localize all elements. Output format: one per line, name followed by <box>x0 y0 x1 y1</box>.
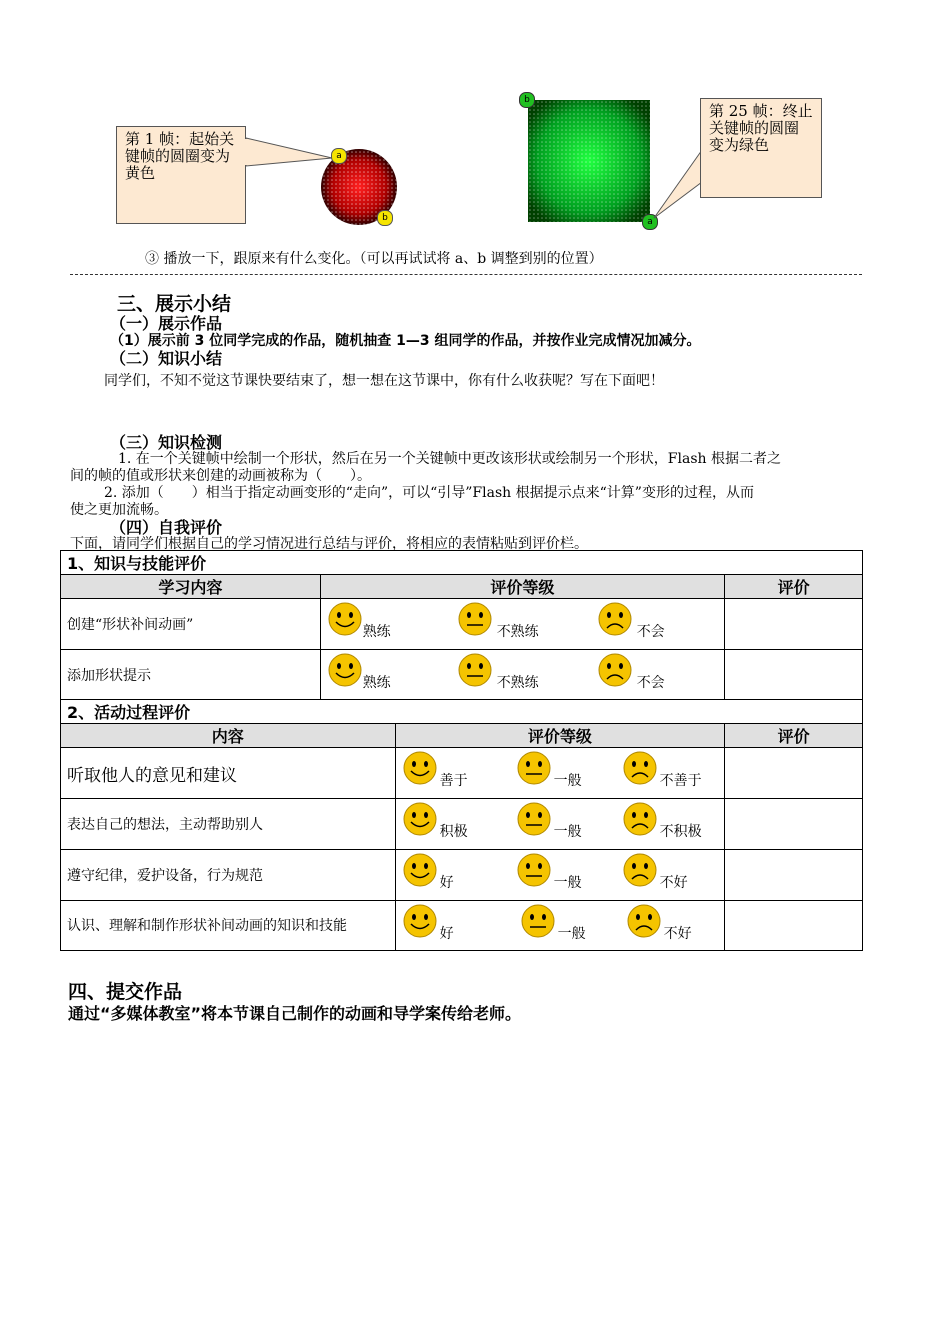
sad-face-icon[interactable] <box>597 652 633 688</box>
table-section2-title: 2、活动过程评价 <box>61 700 863 724</box>
section4-title: 四、提交作品 <box>68 981 183 1003</box>
table-row <box>61 599 863 650</box>
neutral-face-icon[interactable] <box>457 652 493 688</box>
row-item: 创建“形状补间动画” <box>61 599 321 650</box>
option-label: 不熟练 <box>496 675 539 691</box>
table-section1-title: 1、知识与技能评价 <box>61 551 863 575</box>
callout-end-text: 第 25 帧：终止关键帧的圆圈变为绿色 <box>709 102 813 154</box>
option-label: 一般 <box>557 926 586 942</box>
dashed-divider <box>70 274 862 275</box>
neutral-face-icon[interactable] <box>516 750 552 786</box>
section4-text: 通过“多媒体教室”将本节课自己制作的动画和导学案传给老师。 <box>68 1004 522 1023</box>
row-item: 添加形状提示 <box>61 650 321 700</box>
rating-options <box>395 799 725 850</box>
q2-line2: 使之更加流畅。 <box>70 502 168 518</box>
option-label: 积极 <box>439 824 468 840</box>
option-label: 不会 <box>636 675 665 691</box>
option-label: 好 <box>439 926 454 942</box>
option-label: 一般 <box>553 875 582 891</box>
hint-b-end-label: b <box>524 95 530 105</box>
callout-start-text: 第 1 帧：起始关键帧的圆圈变为黄色 <box>125 130 235 182</box>
rating-options <box>395 901 725 951</box>
neutral-face-icon[interactable] <box>516 801 552 837</box>
hint-b-label: b <box>382 213 388 223</box>
row-item: 遵守纪律，爱护设备，行为规范 <box>61 850 396 901</box>
callout-start-frame <box>116 126 246 224</box>
rating-options <box>320 650 724 700</box>
eval-cell[interactable] <box>725 599 863 650</box>
q1-line1: 1. 在一个关键帧中绘制一个形状，然后在另一个关键帧中更改该形状或绘制另一个形状，Flash 根据二者之 <box>118 451 781 467</box>
row-item: 听取他人的意见和建议 <box>61 748 396 799</box>
row-item: 认识、理解和制作形状补间动画的知识和技能 <box>61 901 396 951</box>
rating-options <box>395 850 725 901</box>
neutral-face-icon[interactable] <box>520 903 556 939</box>
option-label: 不善于 <box>659 773 702 789</box>
hint-a-end-label: a <box>647 217 653 227</box>
callout-end-frame <box>700 98 822 198</box>
option-label: 好 <box>439 875 454 891</box>
row-item: 表达自己的想法，主动帮助别人 <box>61 799 396 850</box>
option-label: 不积极 <box>659 824 702 840</box>
sub4-text: 下面，请同学们根据自己的学习情况进行总结与评价，将相应的表情粘贴到评价栏。 <box>70 536 588 552</box>
col-header-eval: 评价 <box>725 724 863 748</box>
neutral-face-icon[interactable] <box>457 601 493 637</box>
sub1-heading: （一）展示作品 <box>110 314 223 333</box>
rating-options <box>395 748 725 799</box>
smile-icon[interactable] <box>402 801 438 837</box>
eval-cell[interactable] <box>725 650 863 700</box>
col-header-content: 学习内容 <box>61 575 321 599</box>
col-header-level: 评价等级 <box>320 575 724 599</box>
table-row <box>61 650 863 700</box>
option-label: 熟练 <box>362 675 391 691</box>
rating-options <box>320 599 724 650</box>
q1-line2: 间的帧的值或形状来创建的动画被称为（ ）。 <box>70 468 371 484</box>
section3-title: 三、展示小结 <box>117 293 232 315</box>
col-header-eval: 评价 <box>725 575 863 599</box>
col-header-level: 评价等级 <box>395 724 725 748</box>
sub2-text: 同学们，不知不觉这节课快要结束了，想一想在这节课中，你有什么收获呢？写在下面吧！ <box>104 373 664 389</box>
sad-face-icon[interactable] <box>622 750 658 786</box>
eval-cell[interactable] <box>725 799 863 850</box>
eval-cell[interactable] <box>725 850 863 901</box>
sub4-heading: （四）自我评价 <box>110 518 223 537</box>
table-row <box>61 901 863 951</box>
option-label: 善于 <box>439 773 468 789</box>
smile-icon[interactable] <box>402 852 438 888</box>
smile-icon[interactable] <box>327 652 363 688</box>
evaluation-table <box>60 550 863 951</box>
smile-icon[interactable] <box>327 601 363 637</box>
shape-hint-a-start <box>331 148 347 164</box>
col-header-content: 内容 <box>61 724 396 748</box>
shape-hint-b-end <box>519 92 535 108</box>
sub2-heading: （二）知识小结 <box>110 349 223 368</box>
neutral-face-icon[interactable] <box>516 852 552 888</box>
green-square-shape <box>524 96 654 226</box>
table-row <box>61 850 863 901</box>
eval-cell[interactable] <box>725 901 863 951</box>
sad-face-icon[interactable] <box>622 852 658 888</box>
sub1-text: （1）展示前 3 位同学完成的作品，随机抽查 1—3 组同学的作品，并按作业完成情况加减分。 <box>110 333 701 349</box>
sad-face-icon[interactable] <box>597 601 633 637</box>
table-row <box>61 748 863 799</box>
option-label: 不好 <box>663 926 692 942</box>
smile-icon[interactable] <box>402 750 438 786</box>
eval-cell[interactable] <box>725 748 863 799</box>
sad-face-icon[interactable] <box>626 903 662 939</box>
table-row <box>61 799 863 850</box>
sub3-heading: （三）知识检测 <box>110 433 223 452</box>
option-label: 熟练 <box>362 624 391 640</box>
shape-hint-b-start <box>377 210 393 226</box>
option-label: 不会 <box>636 624 665 640</box>
option-label: 一般 <box>553 773 582 789</box>
option-label: 不熟练 <box>496 624 539 640</box>
q2-line1: 2. 添加（ ）相当于指定动画变形的“走向”，可以“引导”Flash 根据提示点来“计算”变形的过程，从而 <box>104 485 754 501</box>
sad-face-icon[interactable] <box>622 801 658 837</box>
hint-a-label: a <box>336 151 342 161</box>
step3-text: ③ 播放一下，跟原来有什么变化。（可以再试试将 a、b 调整到别的位置） <box>145 251 603 267</box>
smile-icon[interactable] <box>402 903 438 939</box>
option-label: 一般 <box>553 824 582 840</box>
option-label: 不好 <box>659 875 688 891</box>
